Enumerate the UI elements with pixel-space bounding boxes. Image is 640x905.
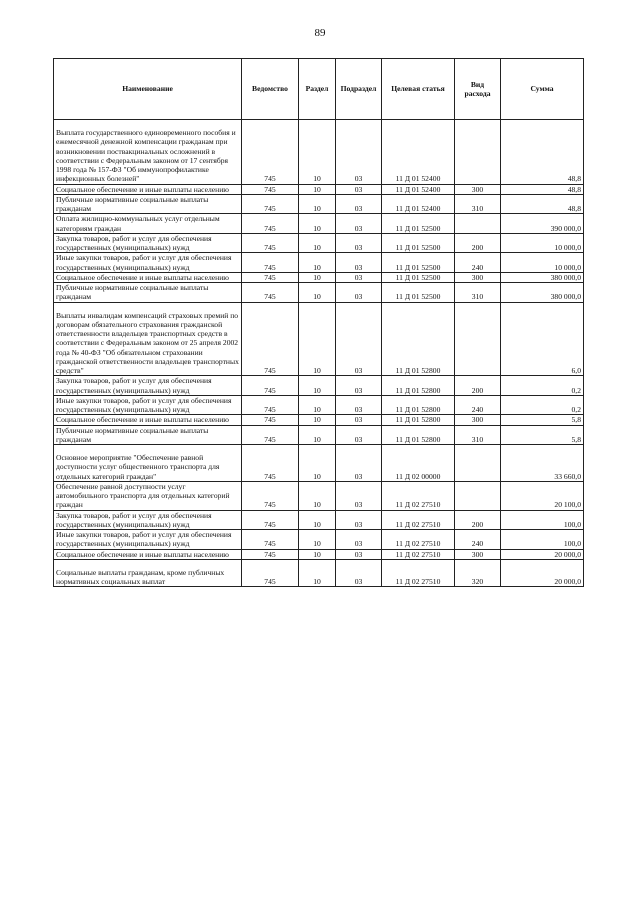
row-target: 11 Д 01 52800 bbox=[382, 376, 455, 396]
page-number: 89 bbox=[314, 27, 326, 39]
row-target: 11 Д 01 52800 bbox=[382, 415, 455, 425]
row-type: 320 bbox=[455, 559, 501, 587]
row-subsection: 03 bbox=[336, 445, 382, 482]
table-row bbox=[54, 415, 584, 425]
table-row bbox=[54, 253, 584, 273]
row-section: 10 bbox=[299, 283, 336, 303]
row-sum: 5,8 bbox=[501, 425, 584, 445]
row-target: 11 Д 01 52400 bbox=[382, 184, 455, 194]
row-subsection: 03 bbox=[336, 481, 382, 510]
row-section: 10 bbox=[299, 549, 336, 559]
table-row bbox=[54, 272, 584, 282]
row-sum: 5,8 bbox=[501, 415, 584, 425]
row-section: 10 bbox=[299, 253, 336, 273]
budget-table bbox=[53, 58, 584, 587]
row-type bbox=[455, 120, 501, 185]
row-dept: 745 bbox=[242, 214, 299, 234]
row-dept: 745 bbox=[242, 120, 299, 185]
row-dept: 745 bbox=[242, 253, 299, 273]
row-section: 10 bbox=[299, 272, 336, 282]
row-subsection: 03 bbox=[336, 395, 382, 415]
row-section: 10 bbox=[299, 530, 336, 550]
row-dept: 745 bbox=[242, 302, 299, 376]
row-sum: 390 000,0 bbox=[501, 214, 584, 234]
row-dept: 745 bbox=[242, 510, 299, 530]
row-sum: 0,2 bbox=[501, 395, 584, 415]
row-section: 10 bbox=[299, 425, 336, 445]
row-sum: 6,0 bbox=[501, 302, 584, 376]
row-subsection: 03 bbox=[336, 510, 382, 530]
table-row bbox=[54, 445, 584, 482]
row-name: Иные закупки товаров, работ и услуг для обеспечения государственных (муниципальных) нужд bbox=[54, 530, 242, 550]
row-dept: 745 bbox=[242, 395, 299, 415]
row-name: Выплата государственного единовременного пособия и ежемесячной денежной компенсации гражданам при возникновении поствакцинальных осложнений в соответствии с Федеральным законом от 17 сентября 1998 года № 157-ФЗ "Об иммунопрофилактике инфекционных болезней" bbox=[54, 120, 242, 185]
row-name: Публичные нормативные социальные выплаты гражданам bbox=[54, 425, 242, 445]
row-section: 10 bbox=[299, 184, 336, 194]
table-row bbox=[54, 395, 584, 415]
row-dept: 745 bbox=[242, 549, 299, 559]
row-sum: 48,8 bbox=[501, 120, 584, 185]
row-type: 240 bbox=[455, 395, 501, 415]
row-section: 10 bbox=[299, 194, 336, 214]
row-subsection: 03 bbox=[336, 415, 382, 425]
row-name: Публичные нормативные социальные выплаты гражданам bbox=[54, 283, 242, 303]
table-row bbox=[54, 184, 584, 194]
column-header-type: Вид расхода bbox=[455, 59, 501, 120]
table-row bbox=[54, 530, 584, 550]
row-target: 11 Д 02 27510 bbox=[382, 559, 455, 587]
row-sum: 0,2 bbox=[501, 376, 584, 396]
row-sum: 10 000,0 bbox=[501, 253, 584, 273]
row-section: 10 bbox=[299, 302, 336, 376]
table-row bbox=[54, 233, 584, 253]
row-name: Закупка товаров, работ и услуг для обеспечения государственных (муниципальных) нужд bbox=[54, 376, 242, 396]
row-subsection: 03 bbox=[336, 283, 382, 303]
row-name: Выплаты инвалидам компенсаций страховых премий по договорам обязательного страхования гражданской ответственности владельцев транспортных средств в соответствии с Федеральным законом от 25 апреля 2002 года № 40-ФЗ "Об обязательном страховании гражданской ответственности владельцев транспортных средств" bbox=[54, 302, 242, 376]
row-sum: 380 000,0 bbox=[501, 283, 584, 303]
row-dept: 745 bbox=[242, 233, 299, 253]
row-name: Иные закупки товаров, работ и услуг для обеспечения государственных (муниципальных) нужд bbox=[54, 395, 242, 415]
row-name: Основное мероприятие "Обеспечение равной доступности услуг общественного транспорта для отдельных категорий граждан" bbox=[54, 445, 242, 482]
row-target: 11 Д 02 27510 bbox=[382, 510, 455, 530]
row-subsection: 03 bbox=[336, 253, 382, 273]
row-name: Публичные нормативные социальные выплаты гражданам bbox=[54, 194, 242, 214]
table-row bbox=[54, 194, 584, 214]
row-section: 10 bbox=[299, 214, 336, 234]
row-subsection: 03 bbox=[336, 184, 382, 194]
row-subsection: 03 bbox=[336, 302, 382, 376]
row-subsection: 03 bbox=[336, 376, 382, 396]
row-name: Социальные выплаты гражданам, кроме публичных нормативных социальных выплат bbox=[54, 559, 242, 587]
table-body bbox=[54, 120, 584, 587]
row-type: 240 bbox=[455, 253, 501, 273]
row-dept: 745 bbox=[242, 194, 299, 214]
row-dept: 745 bbox=[242, 425, 299, 445]
column-header-subsection: Подраздел bbox=[336, 59, 382, 120]
table-row bbox=[54, 425, 584, 445]
row-type: 300 bbox=[455, 272, 501, 282]
column-header-dept: Ведомство bbox=[242, 59, 299, 120]
row-type: 310 bbox=[455, 425, 501, 445]
row-type: 300 bbox=[455, 549, 501, 559]
row-dept: 745 bbox=[242, 415, 299, 425]
row-target: 11 Д 02 27510 bbox=[382, 481, 455, 510]
column-header-section: Раздел bbox=[299, 59, 336, 120]
row-name: Иные закупки товаров, работ и услуг для обеспечения государственных (муниципальных) нужд bbox=[54, 253, 242, 273]
row-type: 310 bbox=[455, 194, 501, 214]
row-sum: 20 000,0 bbox=[501, 559, 584, 587]
row-target: 11 Д 01 52500 bbox=[382, 233, 455, 253]
row-sum: 100,0 bbox=[501, 510, 584, 530]
row-sum: 33 660,0 bbox=[501, 445, 584, 482]
row-subsection: 03 bbox=[336, 549, 382, 559]
row-section: 10 bbox=[299, 233, 336, 253]
row-subsection: 03 bbox=[336, 530, 382, 550]
table-row bbox=[54, 549, 584, 559]
row-subsection: 03 bbox=[336, 425, 382, 445]
column-header-sum: Сумма bbox=[501, 59, 584, 120]
row-type bbox=[455, 445, 501, 482]
row-name: Закупка товаров, работ и услуг для обеспечения государственных (муниципальных) нужд bbox=[54, 510, 242, 530]
row-type bbox=[455, 302, 501, 376]
row-subsection: 03 bbox=[336, 194, 382, 214]
row-sum: 48,8 bbox=[501, 184, 584, 194]
row-sum: 10 000,0 bbox=[501, 233, 584, 253]
row-section: 10 bbox=[299, 559, 336, 587]
row-dept: 745 bbox=[242, 530, 299, 550]
row-dept: 745 bbox=[242, 283, 299, 303]
table-row bbox=[54, 559, 584, 587]
row-type: 200 bbox=[455, 376, 501, 396]
row-target: 11 Д 02 00000 bbox=[382, 445, 455, 482]
row-subsection: 03 bbox=[336, 272, 382, 282]
row-type bbox=[455, 214, 501, 234]
column-header-target: Целевая статья bbox=[382, 59, 455, 120]
row-target: 11 Д 01 52800 bbox=[382, 425, 455, 445]
table-header-row bbox=[54, 59, 584, 120]
row-subsection: 03 bbox=[336, 214, 382, 234]
row-dept: 745 bbox=[242, 376, 299, 396]
row-name: Социальное обеспечение и иные выплаты населению bbox=[54, 184, 242, 194]
row-target: 11 Д 01 52500 bbox=[382, 272, 455, 282]
row-dept: 745 bbox=[242, 272, 299, 282]
row-name: Оплата жилищно-коммунальных услуг отдельным категориям граждан bbox=[54, 214, 242, 234]
row-target: 11 Д 02 27510 bbox=[382, 530, 455, 550]
row-target: 11 Д 01 52400 bbox=[382, 120, 455, 185]
row-dept: 745 bbox=[242, 481, 299, 510]
row-subsection: 03 bbox=[336, 233, 382, 253]
row-name: Закупка товаров, работ и услуг для обеспечения государственных (муниципальных) нужд bbox=[54, 233, 242, 253]
row-name: Обеспечение равной доступности услуг автомобильного транспорта для отдельных категорий граждан bbox=[54, 481, 242, 510]
row-dept: 745 bbox=[242, 559, 299, 587]
table-row bbox=[54, 302, 584, 376]
row-sum: 48,8 bbox=[501, 194, 584, 214]
row-type bbox=[455, 481, 501, 510]
row-section: 10 bbox=[299, 481, 336, 510]
row-type: 310 bbox=[455, 283, 501, 303]
row-target: 11 Д 01 52500 bbox=[382, 214, 455, 234]
row-target: 11 Д 01 52500 bbox=[382, 253, 455, 273]
row-subsection: 03 bbox=[336, 559, 382, 587]
row-type: 300 bbox=[455, 415, 501, 425]
row-section: 10 bbox=[299, 376, 336, 396]
row-section: 10 bbox=[299, 395, 336, 415]
row-type: 240 bbox=[455, 530, 501, 550]
table-row bbox=[54, 376, 584, 396]
row-target: 11 Д 01 52500 bbox=[382, 283, 455, 303]
row-sum: 20 000,0 bbox=[501, 549, 584, 559]
row-name: Социальное обеспечение и иные выплаты населению bbox=[54, 415, 242, 425]
row-target: 11 Д 02 27510 bbox=[382, 549, 455, 559]
row-sum: 380 000,0 bbox=[501, 272, 584, 282]
row-subsection: 03 bbox=[336, 120, 382, 185]
row-type: 200 bbox=[455, 510, 501, 530]
row-dept: 745 bbox=[242, 184, 299, 194]
row-section: 10 bbox=[299, 445, 336, 482]
row-type: 300 bbox=[455, 184, 501, 194]
row-section: 10 bbox=[299, 120, 336, 185]
column-header-name: Наименование bbox=[54, 59, 242, 120]
row-type: 200 bbox=[455, 233, 501, 253]
table-row bbox=[54, 283, 584, 303]
row-section: 10 bbox=[299, 415, 336, 425]
row-target: 11 Д 01 52400 bbox=[382, 194, 455, 214]
row-sum: 20 100,0 bbox=[501, 481, 584, 510]
table-row bbox=[54, 120, 584, 185]
row-name: Социальное обеспечение и иные выплаты населению bbox=[54, 272, 242, 282]
table-row bbox=[54, 214, 584, 234]
row-dept: 745 bbox=[242, 445, 299, 482]
table-row bbox=[54, 510, 584, 530]
row-sum: 100,0 bbox=[501, 530, 584, 550]
table-row bbox=[54, 481, 584, 510]
row-target: 11 Д 01 52800 bbox=[382, 395, 455, 415]
row-target: 11 Д 01 52800 bbox=[382, 302, 455, 376]
row-name: Социальное обеспечение и иные выплаты населению bbox=[54, 549, 242, 559]
row-section: 10 bbox=[299, 510, 336, 530]
